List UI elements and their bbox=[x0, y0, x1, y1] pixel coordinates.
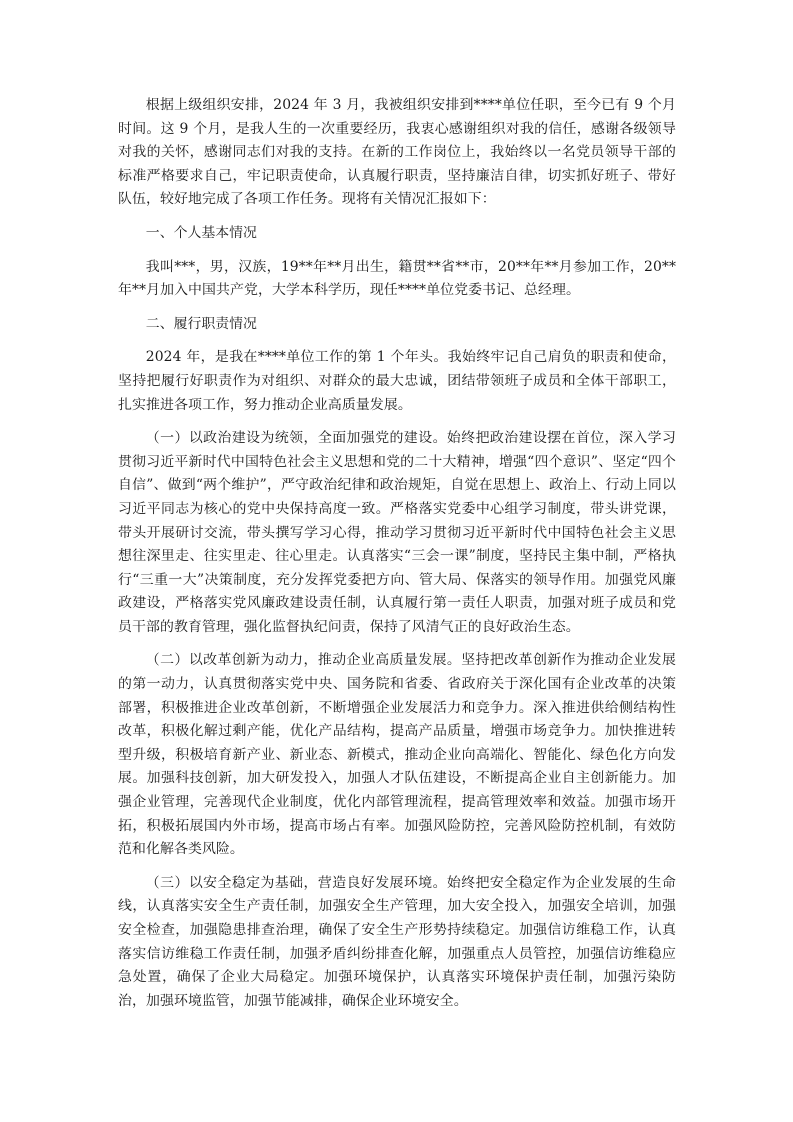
item-political-construction: （一）以政治建设为统领，全面加强党的建设。始终把政治建设摆在首位，深入学习贯彻习近平新时代中国特色社会主义思想和党的二十大精神，增强“四个意识”、坚定“四个自信”、做到“两个维护”，严守政治纪律和政治规矩，自觉在思想上、政治上、行动上同以习近平同志为核心的党中央保持高度一致。严格落实党委中心组学习制度，带头讲党课，带头开展研讨交流，带头撰写学习心得，推动学习贯彻习近平新时代中国特色社会主义思想往深里走、往实里走、往心里走。认真落实“三会一课”制度，坚持民主集中制，严格执行“三重一大”决策制度，充分发挥党委把方向、管大局、保落实的领导作用。加强党风廉政建设，严格落实党风廉政建设责任制，认真履行第一责任人职责，加强对班子成员和党员干部的教育管理，强化监督执纪问责，保持了风清气正的良好政治生态。 bbox=[118, 430, 676, 635]
section-heading-personal-info: 一、个人基本情况 bbox=[145, 224, 257, 241]
item-safety-stability: （三）以安全稳定为基础，营造良好发展环境。始终把安全稳定作为企业发展的生命线，认真落实安全生产责任制，加强安全生产管理，加大安全投入，加强安全培训，加强安全检查，加强隐患排查治理，确保了安全生产形势持续稳定。加强信访维稳工作，认真落实信访维稳工作责任制，加强矛盾纠纷排查化解，加强重点人员管控，加强信访维稳应急处置，确保了企业大局稳定。加强环境保护，认真落实环境保护责任制，加强污染防治，加强环境监管，加强节能减排，确保企业环境安全。 bbox=[118, 874, 676, 1009]
item-reform-innovation: （二）以改革创新为动力，推动企业高质量发展。坚持把改革创新作为推动企业发展的第一动力，认真贯彻落实党中央、国务院和省委、省政府关于深化国有企业改革的决策部署，积极推进企业改革创新，不断增强企业发展活力和竞争力。深入推进供给侧结构性改革，积极化解过剩产能，优化产品结构，提高产品质量，增强市场竞争力。加快推进转型升级，积极培育新产业、新业态、新模式，推动企业向高端化、智能化、绿色化方向发展。加强科技创新，加大研发投入，加强人才队伍建设，不断提高企业自主创新能力。加强企业管理，完善现代企业制度，优化内部管理流程，提高管理效率和效益。加强市场开拓，积极拓展国内外市场，提高市场占有率。加强风险防控，完善风险防控机制，有效防范和化解各类风险。 bbox=[118, 652, 676, 858]
intro-paragraph: 根据上级组织安排，2024 年 3 月，我被组织安排到****单位任职，至今已有 9 个月时间。这 9 个月，是我人生的一次重要经历，我衷心感谢组织对我的信任，感谢各级领导对我的关怀，感谢同志们对我的支持。在新的工作岗位上，我始终以一名党员领导干部的标准严格要求自己，牢记职责使命，认真履行职责，坚持廉洁自律，切实抓好班子、带好队伍，较好地完成了各项工作任务。现将有关情况汇报如下： bbox=[118, 97, 676, 208]
personal-info-paragraph: 我叫***，男，汉族，19**年**月出生，籍贯**省**市，20**年**月参加工作，20**年**月加入中国共产党，大学本科学历，现任****单位党委书记、总经理。 bbox=[118, 258, 676, 299]
document-page bbox=[118, 94, 676, 1023]
duties-intro-paragraph: 2024 年，是我在****单位工作的第 1 个年头。我始终牢记自己肩负的职责和使命，坚持把履行好职责作为对组织、对群众的最大忠诚，团结带领班子成员和全体干部职工，扎实推进各项工作，努力推动企业高质量发展。 bbox=[118, 349, 676, 413]
section-heading-duties: 二、履行职责情况 bbox=[145, 315, 257, 332]
